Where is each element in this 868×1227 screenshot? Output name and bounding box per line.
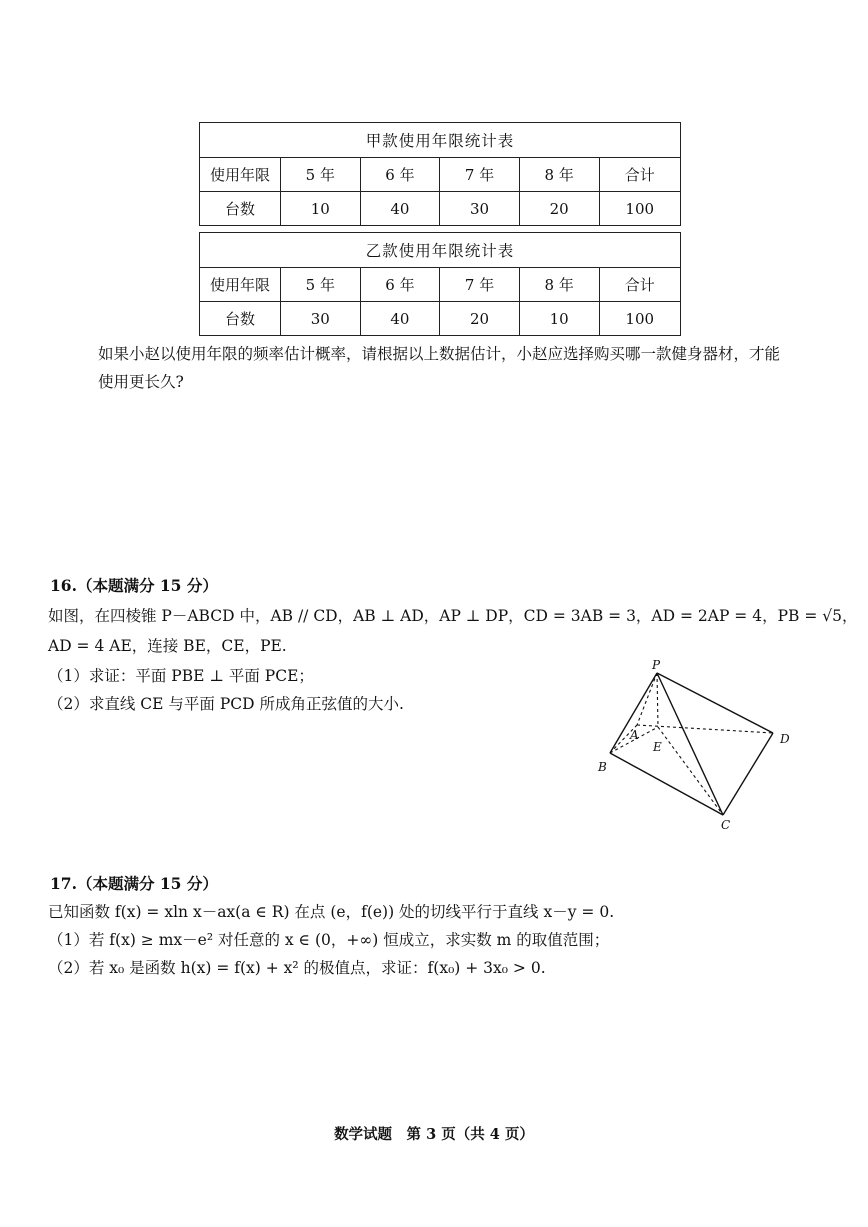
table-jia xyxy=(199,122,681,226)
table-cell: 40 xyxy=(360,192,440,226)
table-cell: 6 年 xyxy=(360,158,440,192)
label-p: P xyxy=(652,658,661,672)
table-cell: 8 年 xyxy=(519,268,599,302)
edge-cd xyxy=(723,733,773,815)
table-cell: 台数 xyxy=(200,192,281,226)
table-yi xyxy=(199,232,681,336)
table-cell: 10 xyxy=(281,192,361,226)
label-b: B xyxy=(598,760,607,774)
table-cell: 8 年 xyxy=(519,158,599,192)
edge-pe xyxy=(657,673,658,727)
table-cell: 合计 xyxy=(599,158,681,192)
q17-statement: 已知函数 f(x) = xln x－ax(a ∈ R) 在点 (e，f(e)) 处的切线平行于直线 x－y = 0. xyxy=(48,903,615,921)
table-cell: 6 年 xyxy=(360,268,440,302)
pyramid-figure xyxy=(590,655,810,835)
table-cell: 30 xyxy=(281,302,361,336)
q16-heading: 16.（本题满分 15 分） xyxy=(50,576,218,595)
table-cell: 7 年 xyxy=(440,158,520,192)
table-cell: 5 年 xyxy=(281,268,361,302)
label-c: C xyxy=(721,818,731,832)
page-footer: 数学试题 第 3 页（共 4 页） xyxy=(334,1126,534,1143)
label-d: D xyxy=(780,732,790,746)
q15-paragraph xyxy=(98,340,798,396)
q16-part-1: （1）求证：平面 PBE ⊥ 平面 PCE； xyxy=(48,667,314,685)
table-row xyxy=(200,302,681,336)
table-cell: 20 xyxy=(440,302,520,336)
edge-pa xyxy=(637,673,657,725)
q16-part-2: （2）求直线 CE 与平面 PCD 所成角正弦值的大小. xyxy=(48,695,404,713)
table-cell: 5 年 xyxy=(281,158,361,192)
q16-statement-2-text: AD = 4 AE，连接 BE，CE，PE. xyxy=(48,637,287,655)
q17-part-1: （1）若 f(x) ≥ mx－e² 对任意的 x ∈ (0，+∞) 恒成立，求实数 m 的取值范围； xyxy=(48,931,610,949)
edge-bc xyxy=(610,753,723,815)
q15-line-1: 如果小赵以使用年限的频率估计概率，请根据以上数据估计，小赵应选择购买哪一款健身器材，才能 xyxy=(98,345,781,363)
table-row xyxy=(200,268,681,302)
table-cell: 使用年限 xyxy=(200,268,281,302)
table-cell: 30 xyxy=(440,192,520,226)
table-jia-title: 甲款使用年限统计表 xyxy=(200,123,681,158)
edge-ce xyxy=(658,727,723,815)
table-cell: 7 年 xyxy=(440,268,520,302)
q17-heading: 17.（本题满分 15 分） xyxy=(50,874,218,893)
q17-part-2: （2）若 x₀ 是函数 h(x) = f(x) + x² 的极值点，求证：f(x₀) + 3x₀ > 0. xyxy=(48,959,546,977)
edge-pd xyxy=(657,673,773,733)
table-cell: 使用年限 xyxy=(200,158,281,192)
table-cell: 20 xyxy=(519,192,599,226)
q16-statement-2 xyxy=(48,634,287,656)
table-cell: 100 xyxy=(599,302,681,336)
table-cell: 40 xyxy=(360,302,440,336)
q16-statement-1: 如图，在四棱锥 P－ABCD 中，AB // CD，AB ⊥ AD，AP ⊥ DP，CD = 3AB = 3，AD = 2AP = 4，PB = √5， xyxy=(48,607,858,625)
table-cell: 合计 xyxy=(599,268,681,302)
table-row xyxy=(200,158,681,192)
edge-ad xyxy=(637,725,773,733)
label-a: A xyxy=(630,728,639,742)
edge-pc xyxy=(657,673,723,815)
label-e: E xyxy=(653,740,662,754)
table-cell: 台数 xyxy=(200,302,281,336)
table-row xyxy=(200,192,681,226)
table-cell: 100 xyxy=(599,192,681,226)
table-yi-title: 乙款使用年限统计表 xyxy=(200,233,681,268)
q15-line-2: 使用更长久? xyxy=(98,373,184,391)
table-cell: 10 xyxy=(519,302,599,336)
